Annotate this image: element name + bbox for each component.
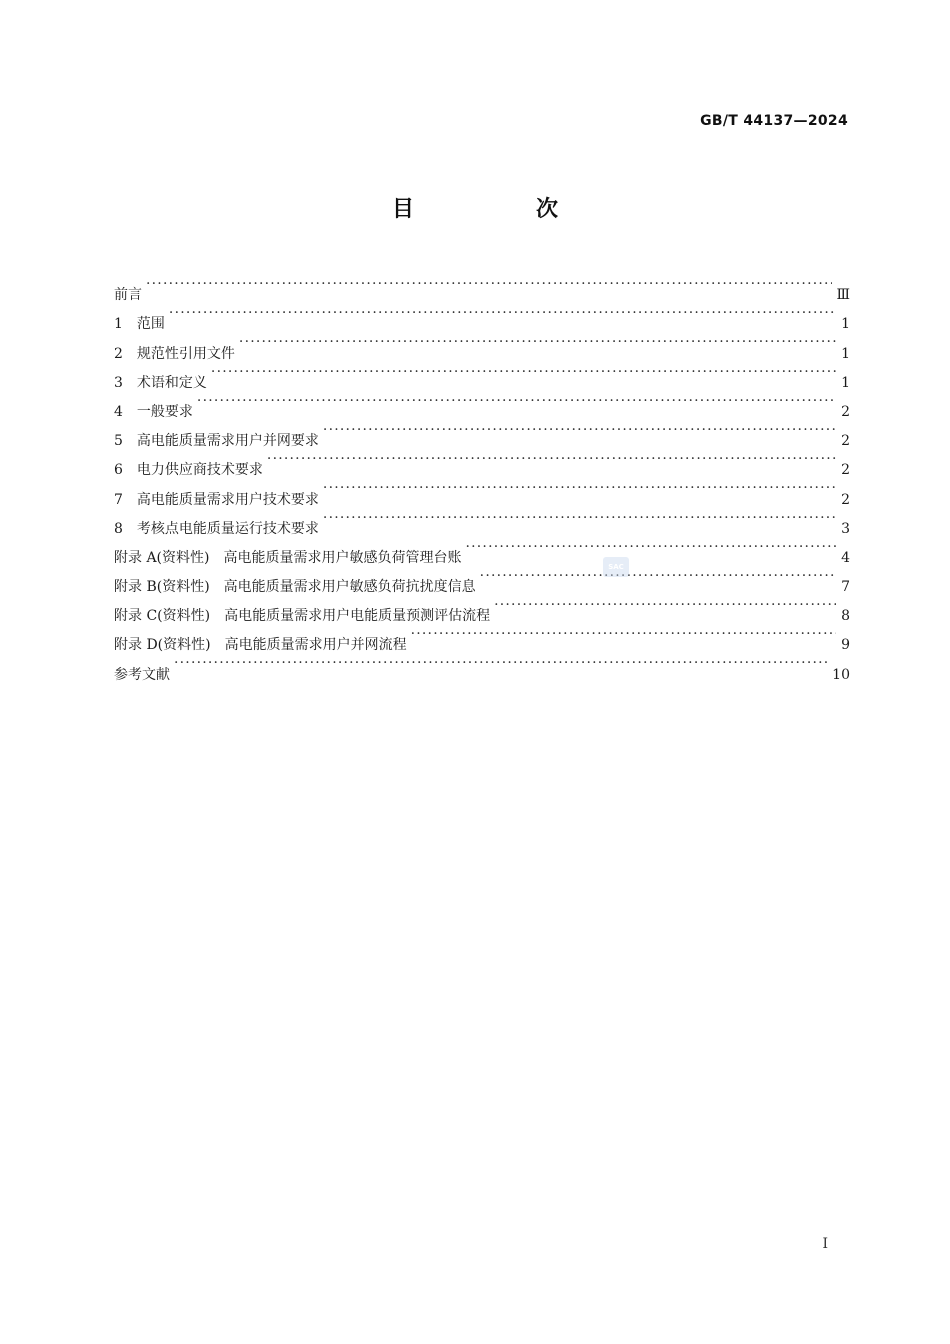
toc-entry-label: 参考文献 xyxy=(114,666,170,683)
toc-entry-label: 5 高电能质量需求用户并网要求 xyxy=(114,433,319,450)
toc-entry-page: 1 xyxy=(841,345,850,362)
toc-entry-label: 1 范围 xyxy=(114,316,165,333)
toc-entry-page: Ⅲ xyxy=(836,287,850,304)
toc-entry-page: 2 xyxy=(841,403,850,420)
toc-leader-dots xyxy=(146,270,832,299)
page-title: 目 次 xyxy=(391,197,608,222)
toc-entry-label: 前言 xyxy=(114,287,142,304)
toc-entry-bibliography[interactable] xyxy=(114,649,850,683)
toc-entry-normative-references[interactable] xyxy=(114,328,850,362)
toc-entry-terms-definitions[interactable] xyxy=(114,358,850,391)
toc-entry-page: 4 xyxy=(841,549,850,566)
toc-leader-dots xyxy=(480,562,836,591)
toc-leader-dots xyxy=(174,649,828,678)
toc-entry-label: 附录 D(资料性) 高电能质量需求用户并网流程 xyxy=(114,637,407,654)
toc-entry-page: 10 xyxy=(832,666,850,683)
toc-entry-foreword[interactable] xyxy=(114,270,850,304)
toc-entry-page: 1 xyxy=(841,316,850,333)
toc-entry-label: 3 术语和定义 xyxy=(114,374,207,391)
toc-entry-general-requirements[interactable] xyxy=(114,387,850,420)
toc-entry-scope[interactable] xyxy=(114,299,850,333)
toc-entry-label: 7 高电能质量需求用户技术要求 xyxy=(114,491,319,508)
toc-entry-page: 7 xyxy=(841,579,850,596)
toc-leader-dots xyxy=(239,328,836,357)
table-of-contents xyxy=(114,270,850,683)
toc-entry-page: 2 xyxy=(841,491,850,508)
watermark-text: SAC xyxy=(608,563,624,571)
toc-entry-label: 4 一般要求 xyxy=(114,403,193,420)
toc-entry-page: 3 xyxy=(841,520,850,537)
toc-leader-dots xyxy=(323,416,836,445)
toc-leader-dots xyxy=(197,387,836,416)
toc-entry-label: 2 规范性引用文件 xyxy=(114,345,235,362)
toc-entry-page: 2 xyxy=(841,462,850,479)
toc-leader-dots xyxy=(211,358,836,387)
toc-entry-label: 附录 C(资料性) 高电能质量需求用户电能质量预测评估流程 xyxy=(114,608,491,625)
toc-leader-dots xyxy=(465,533,836,562)
toc-entry-label: 附录 B(资料性) 高电能质量需求用户敏感负荷抗扰度信息 xyxy=(114,579,476,596)
toc-entry-label: 8 考核点电能质量运行技术要求 xyxy=(114,520,319,537)
toc-entry-page: 8 xyxy=(841,608,850,625)
sac-watermark-logo xyxy=(603,557,629,577)
toc-entry-grid-connection[interactable] xyxy=(114,416,850,450)
toc-leader-dots xyxy=(323,474,836,503)
toc-entry-label: 6 电力供应商技术要求 xyxy=(114,462,263,479)
toc-leader-dots xyxy=(411,620,836,649)
toc-leader-dots xyxy=(323,504,836,533)
toc-leader-dots xyxy=(267,445,836,474)
document-code: GB/T 44137—2024 xyxy=(700,113,848,129)
page-number: I xyxy=(822,1236,828,1252)
toc-leader-dots xyxy=(494,591,836,620)
toc-entry-page: 1 xyxy=(841,374,850,391)
toc-entry-label: 附录 A(资料性) 高电能质量需求用户敏感负荷管理台账 xyxy=(114,549,462,566)
toc-entry-page: 9 xyxy=(841,637,850,654)
toc-leader-dots xyxy=(169,299,836,328)
toc-entry-page: 2 xyxy=(841,433,850,450)
